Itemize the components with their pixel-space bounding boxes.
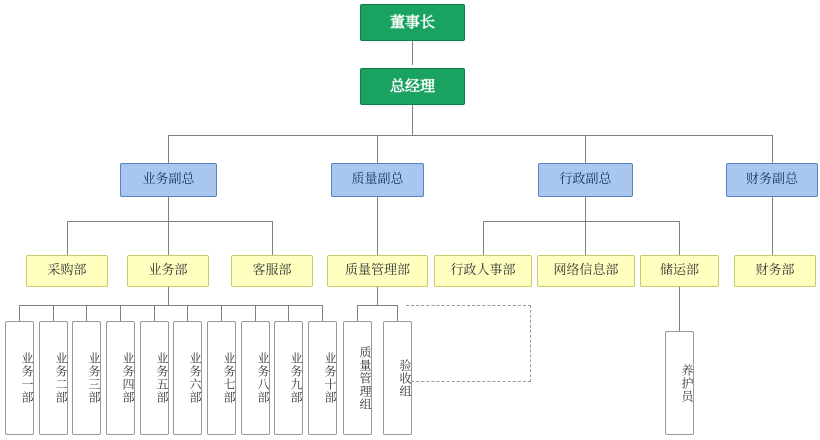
node-label: 客服部 [252,262,292,278]
node-label: 行政人事部 [450,262,516,278]
connector-business-team-bus [19,305,322,306]
connector-dept-purchase-drop [67,221,68,255]
node-label: 业务九部 [289,352,303,404]
node-label: 业务五部 [155,352,169,404]
node-label: 业务部 [148,262,188,278]
connector-gm-down [412,105,413,135]
node-dept-purchasing[interactable] [26,255,108,287]
node-label: 总经理 [389,76,435,95]
node-team-quality-management[interactable] [343,321,372,435]
node-label: 业务七部 [222,352,236,404]
connector-team-5-drop [154,305,155,321]
node-chairman[interactable] [360,4,465,41]
node-label: 业务一部 [20,352,34,404]
connector-vp4-down [772,197,773,255]
node-vp-business[interactable] [120,163,217,197]
node-vp-quality[interactable] [331,163,424,197]
node-label: 网络信息部 [553,262,619,278]
node-label: 业务副总 [142,171,195,187]
connector-team-10-drop [322,305,323,321]
connector-vp2-down [377,197,378,255]
connector-dept-logistics-drop [679,221,680,255]
node-team-business-8[interactable] [241,321,270,435]
node-dept-admin-hr[interactable] [434,255,532,287]
node-label: 验收组 [398,358,412,398]
connector-quality-team-1-drop [357,305,358,321]
connector-quality-team-bus [357,305,397,306]
node-team-maintenance[interactable] [665,331,694,435]
connector-chairman-gm [412,41,413,65]
connector-team-8-drop [255,305,256,321]
connector-vp-bus [168,135,772,136]
connector-team-2-drop [53,305,54,321]
node-label: 养护员 [680,363,694,403]
dashed-region [406,305,531,382]
node-team-business-5[interactable] [140,321,169,435]
node-label: 质量管理组 [358,345,372,411]
node-label: 业务二部 [54,352,68,404]
node-team-business-10[interactable] [308,321,337,435]
connector-vp3-down [585,197,586,221]
connector-dept-hr-drop [483,221,484,255]
node-vp-finance[interactable] [726,163,818,197]
node-label: 业务八部 [256,352,270,404]
node-label: 业务六部 [188,352,202,404]
node-team-business-7[interactable] [207,321,236,435]
node-team-business-1[interactable] [5,321,34,435]
node-dept-network-info[interactable] [537,255,635,287]
node-team-business-4[interactable] [106,321,135,435]
node-label: 行政副总 [559,171,612,187]
node-team-business-2[interactable] [39,321,68,435]
connector-business-down [168,287,169,305]
node-team-business-6[interactable] [173,321,202,435]
node-label: 储运部 [659,262,699,278]
node-label: 业务十部 [323,352,337,404]
connector-team-9-drop [288,305,289,321]
connector-quality-team-2-drop [397,305,398,321]
connector-team-3-drop [86,305,87,321]
node-label: 质量管理部 [344,262,410,278]
node-dept-business[interactable] [127,255,209,287]
connector-vp1-down [168,197,169,221]
node-label: 业务四部 [121,352,135,404]
connector-vp2-drop [377,135,378,163]
node-dept-finance[interactable] [734,255,816,287]
node-dept-customer-service[interactable] [231,255,313,287]
node-label: 质量副总 [351,171,404,187]
node-label: 业务三部 [87,352,101,404]
connector-quality-down [377,287,378,305]
connector-team-4-drop [120,305,121,321]
connector-dept-service-drop [272,221,273,255]
connector-team-1-drop [19,305,20,321]
connector-vp3-drop [585,135,586,163]
node-label: 采购部 [47,262,87,278]
connector-team-7-drop [221,305,222,321]
connector-logistics-down [679,287,680,331]
node-team-acceptance[interactable] [383,321,412,435]
node-label: 董事长 [389,12,435,31]
node-label: 财务副总 [745,171,798,187]
node-dept-logistics[interactable] [640,255,719,287]
connector-vp4-drop [772,135,773,163]
node-general-manager[interactable] [360,68,465,105]
node-team-business-3[interactable] [72,321,101,435]
connector-team-6-drop [187,305,188,321]
connector-vp1-drop [168,135,169,163]
node-team-business-9[interactable] [274,321,303,435]
connector-dept-business-drop [168,221,169,255]
connector-dept-network-drop [585,221,586,255]
node-dept-quality-management[interactable] [327,255,428,287]
node-vp-admin[interactable] [538,163,633,197]
node-label: 财务部 [755,262,795,278]
connector-dept-bus-1 [67,221,272,222]
connector-dept-bus-3 [483,221,679,222]
